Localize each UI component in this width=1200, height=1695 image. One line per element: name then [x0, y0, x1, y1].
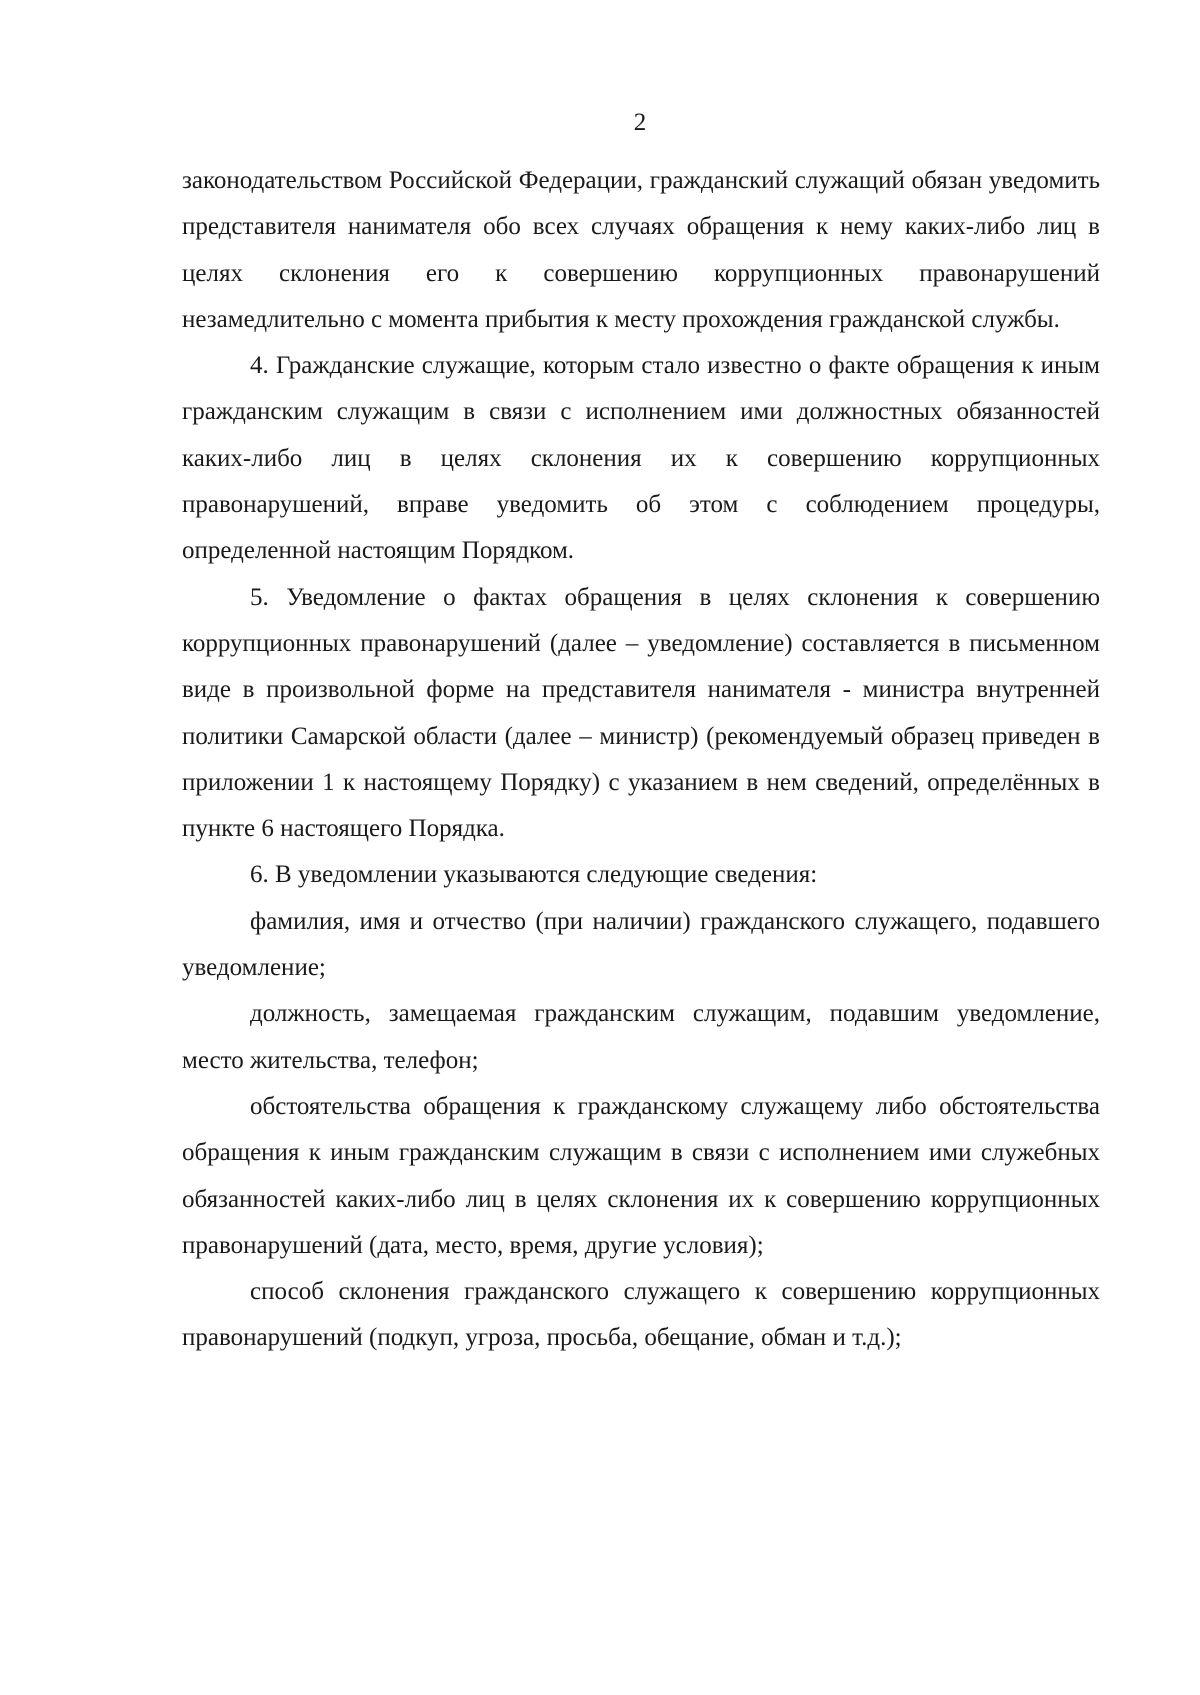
paragraph-detail-name: фамилия, имя и отчество (при наличии) гражданского служащего, подавшего уведомление; — [182, 907, 1100, 982]
paragraph-item-4: 4. Гражданские служащие, которым стало известно о факте обращения к иным гражданским служащим в связи с исполнением ими должностных обязанностей каких-либо лиц в целях склонения их к совершению коррупционных правонарушений, вправе уведомить об этом с соблюдением процедуры, определенной настоящим Порядком. — [182, 352, 1100, 565]
paragraph-continuation: законодательством Российской Федерации, гражданский служащий обязан уведомить представителя нанимателя обо всех случаях обращения к нему каких-либо лиц в целях склонения его к совершению коррупционных правонарушений незамедлительно с момента прибытия к месту прохождения гражданской службы. — [182, 167, 1100, 333]
paragraph-detail-circumstances: обстоятельства обращения к гражданскому служащему либо обстоятельства обращения к иным гражданским служащим в связи с исполнением ими служебных обязанностей каких-либо лиц в целях склонения их к совершению коррупционных правонарушений (дата, место, время, другие условия); — [182, 1092, 1100, 1259]
page-number: 2 — [633, 109, 647, 136]
paragraph-item-6: 6. В уведомлении указываются следующие сведения: — [250, 861, 818, 889]
document-body — [182, 158, 1100, 1362]
paragraph-detail-method: способ склонения гражданского служащего к совершению коррупционных правонарушений (подкуп, угроза, просьба, обещание, обман и т.д.); — [182, 1278, 1100, 1352]
paragraph-detail-position: должность, замещаемая гражданским служащим, подавшим уведомление, место жительства, телефон; — [182, 1000, 1100, 1074]
paragraph-item-5: 5. Уведомление о фактах обращения в целях склонения к совершению коррупционных правонарушений (далее – уведомление) составляется в письменном виде в произвольной форме на представителя нанимателя - министра внутренней политики Самарской области (далее – министр) (рекомендуемый образец приведен в приложении 1 к настоящему Порядку) с указанием в нем сведений, определённых в пункте 6 настоящего Порядка. — [182, 583, 1100, 843]
